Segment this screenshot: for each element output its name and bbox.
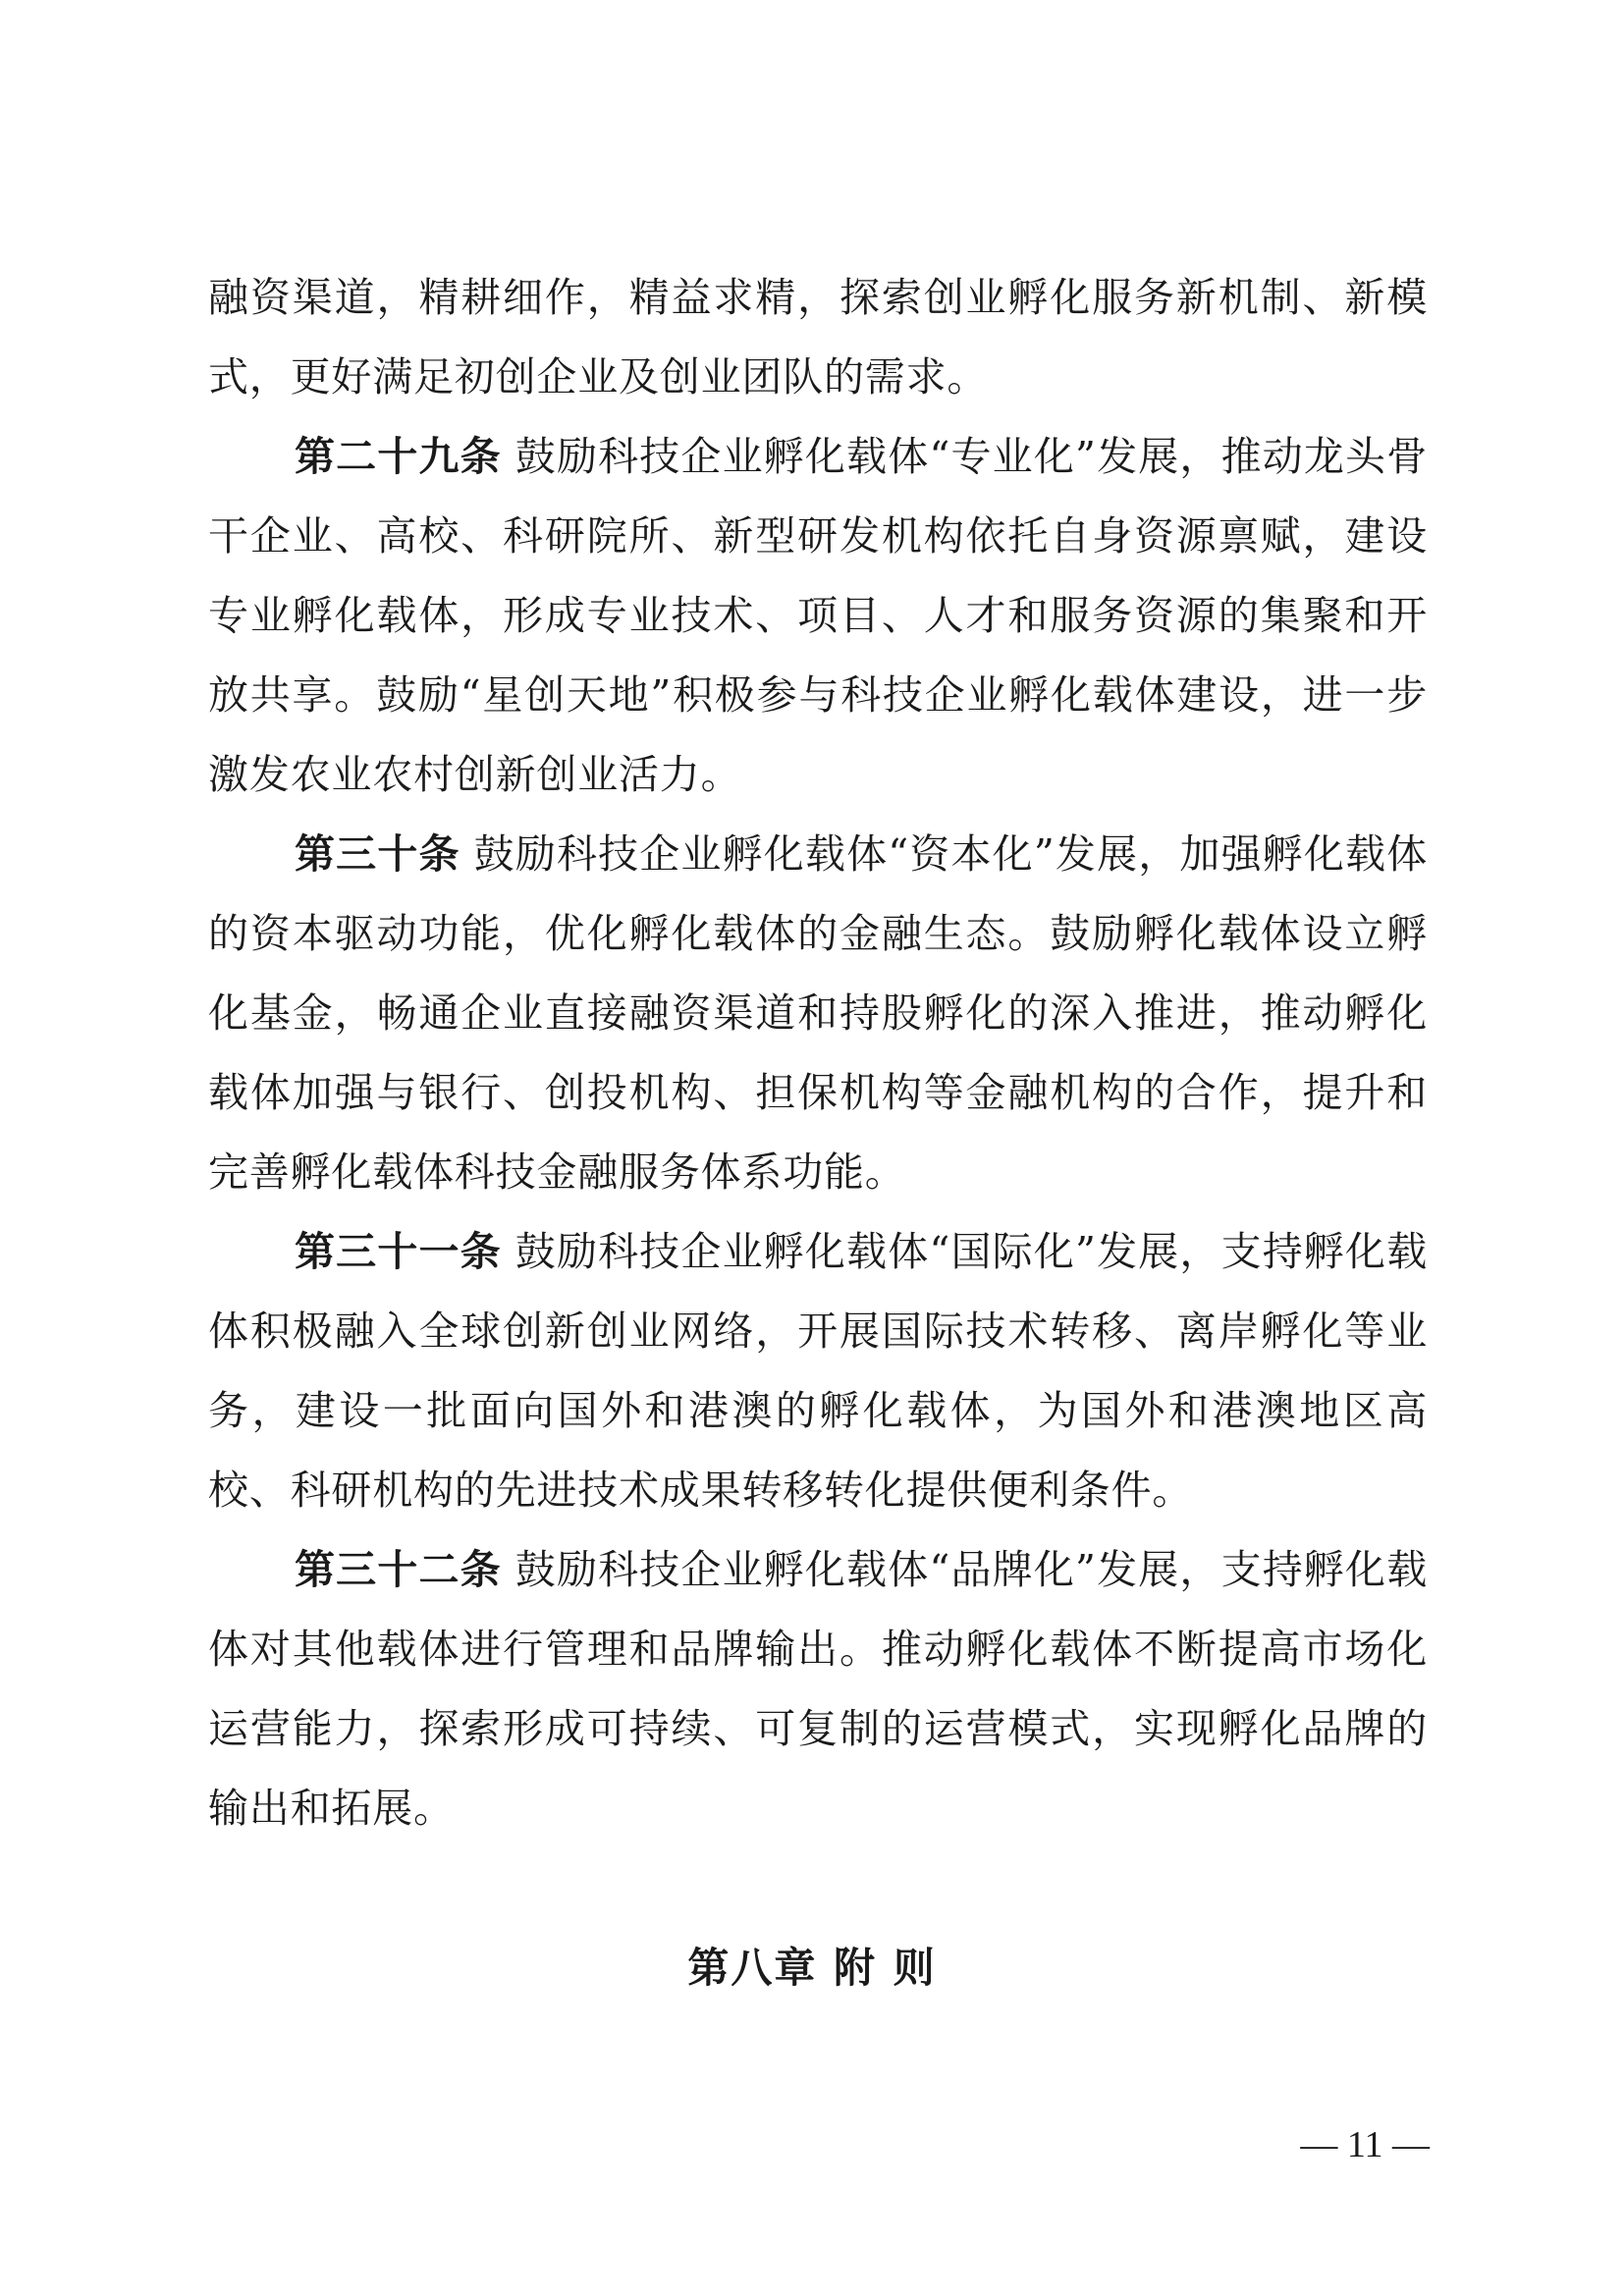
article-30-text: 鼓励科技企业孵化载体“资本化”发展，加强孵化载体的资本驱动功能，优化孵化载体的金融生态。鼓励孵化载体设立孵化基金，畅通企业直接融资渠道和持股孵化的深入推进，推动孵化载体加强与银行、创投机构、担保机构等金融机构的合作，提升和完善孵化载体科技金融服务体系功能。 [208, 830, 1428, 1196]
article-30-number: 第三十条 [295, 830, 460, 878]
article-31-number: 第三十一条 [295, 1228, 502, 1275]
article-32-number: 第三十二条 [295, 1546, 502, 1593]
article-29-number: 第二十九条 [295, 433, 502, 480]
article-30 [208, 815, 1428, 1212]
article-31-text: 鼓励科技企业孵化载体“国际化”发展，支持孵化载体积极融入全球创新创业网络，开展国际技术转移、离岸孵化等业务，建设一批面向国外和港澳的孵化载体，为国外和港澳地区高校、科研机构的先进技术成果转移转化提供便利条件。 [208, 1228, 1428, 1514]
continuation-paragraph: 融资渠道，精耕细作，精益求精，探索创业孵化服务新机制、新模式，更好满足初创企业及创业团队的需求。 [208, 274, 1428, 400]
page-number: — 11 — [1300, 2124, 1430, 2165]
article-29-text: 鼓励科技企业孵化载体“专业化”发展，推动龙头骨干企业、高校、科研院所、新型研发机构依托自身资源禀赋，建设专业孵化载体，形成专业技术、项目、人才和服务资源的集聚和开放共享。鼓励“星创天地”积极参与科技企业孵化载体建设，进一步激发农业农村创新创业活力。 [208, 433, 1428, 798]
article-29 [208, 417, 1428, 815]
article-32-text: 鼓励科技企业孵化载体“品牌化”发展，支持孵化载体对其他载体进行管理和品牌输出。推动孵化载体不断提高市场化运营能力，探索形成可持续、可复制的运营模式，实现孵化品牌的输出和拓展。 [208, 1546, 1428, 1832]
article-31 [208, 1212, 1428, 1530]
chapter-title: 第八章 附 则 [687, 1944, 937, 1992]
document-body [208, 258, 1428, 1848]
article-32 [208, 1530, 1428, 1848]
